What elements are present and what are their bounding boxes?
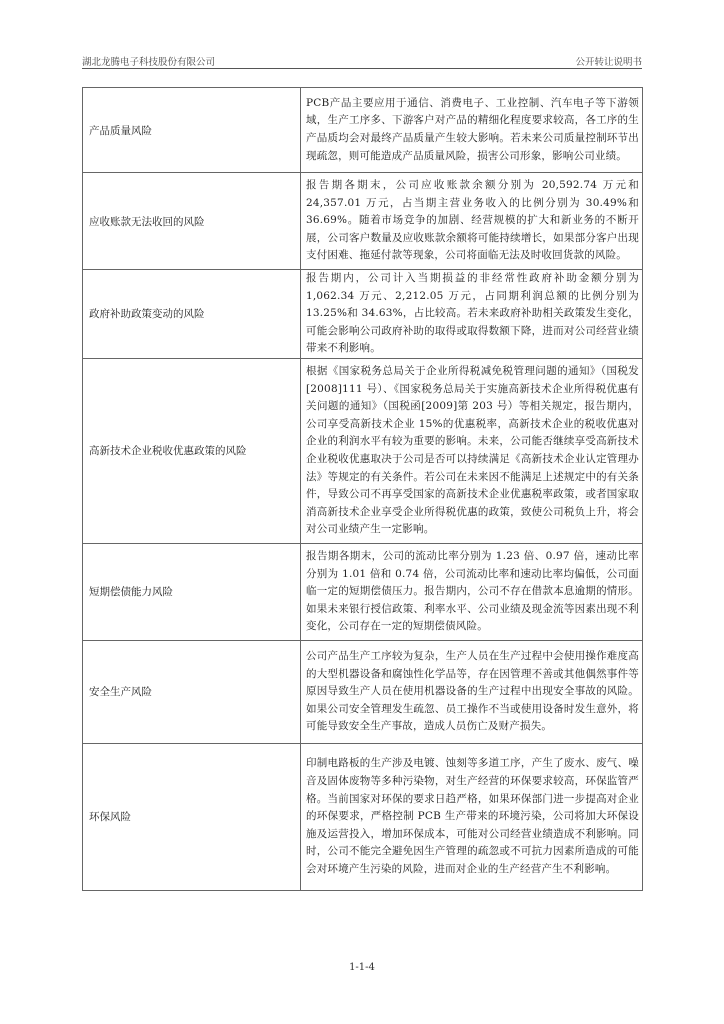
risk-name: 安全生产风险	[83, 640, 301, 743]
risk-description: 报告期各期末，公司的流动比率分别为 1.23 倍、0.97 倍，速动比率分别为 1.01 倍和 0.74 倍，公司流动比率和速动比率均偏低，公司面临一定的短期偿债压力。报告期内，公司不存在借款本息逾期的情形。如果未来银行授信政策、利率水平、公司业绩及现金流等因素出现不利变化，公司存在一定的短期偿债风险。	[301, 543, 643, 640]
risk-name: 应收账款无法收回的风险	[83, 173, 301, 270]
table-row	[83, 743, 643, 890]
table-row	[83, 640, 643, 743]
table-row	[83, 358, 643, 543]
table-row	[83, 270, 643, 359]
risk-name: 高新技术企业税收优惠政策的风险	[83, 358, 301, 543]
risk-description: 报告期各期末，公司应收账款余额分别为 20,592.74 万元和24,357.01 万元，占当期主营业务收入的比例分别为 30.49%和 36.69%。随着市场竞争的加剧、经营规模的扩大和新业务的不断开展，公司客户数量及应收账款余额将可能持续增长，如果部分客户出现支付困难、拖延付款等现象，公司将面临无法及时收回货款的风险。	[301, 173, 643, 270]
risk-description: 印制电路板的生产涉及电镀、蚀刻等多道工序，产生了废水、废气、噪音及固体废物等多种污染物，对生产经营的环保要求较高，环保监管严格。当前国家对环保的要求日趋严格，如果环保部门进一步提高对企业的环保要求，严格控制 PCB 生产带来的环境污染，公司将加大环保设施及运营投入，增加环保成本，可能对公司经营业绩造成不利影响。同时，公司不能完全避免因生产管理的疏忽或不可抗力因素所造成的可能会对环境产生污染的风险，进而对企业的生产经营产生不利影响。	[301, 743, 643, 890]
risk-name: 环保风险	[83, 743, 301, 890]
risk-description: 根据《国家税务总局关于企业所得税减免税管理问题的通知》（国税发[2008]111 号）、《国家税务总局关于实施高新技术企业所得税优惠有关问题的通知》（国税函[2009]第 203 号）等相关规定，报告期内，公司享受高新技术企业 15%的优惠税率，高新技术企业的税收优惠对企业的利润水平有较为重要的影响。未来，公司能否继续享受高新技术企业税收优惠取决于公司是否可以持续满足《高新技术企业认定管理办法》等规定的有关条件。若公司在未来因不能满足上述规定中的有关条件，导致公司不再享受国家的高新技术企业优惠税率政策，或者国家取消高新技术企业享受企业所得税优惠的政策，致使公司税负上升，将会对公司业绩产生一定影响。	[301, 358, 643, 543]
risk-description: 公司产品生产工序较为复杂，生产人员在生产过程中会使用操作难度高的大型机器设备和腐蚀性化学品等，存在因管理不善或其他偶然事件等原因导致生产人员在使用机器设备的生产过程中出现安全事故的风险。如果公司安全管理发生疏忽、员工操作不当或使用设备时发生意外，将可能导致安全生产事故，造成人员伤亡及财产损失。	[301, 640, 643, 743]
page-number: 1-1-4	[349, 962, 375, 973]
risk-description: 报告期内，公司计入当期损益的非经常性政府补助金额分别为 1,062.34 万元、2,212.05 万元，占同期利润总额的比例分别为 13.25%和 34.63%，占比较高。若未来政府补助相关政策发生变化，可能会影响公司政府补助的取得或取得数额下降，进而对公司经营业绩带来不利影响。	[301, 270, 643, 359]
risk-name: 产品质量风险	[83, 88, 301, 173]
risk-description: PCB产品主要应用于通信、消费电子、工业控制、汽车电子等下游领域，生产工序多、下游客户对产品的精细化程度要求较高，各工序的生产品质均会对最终产品质量产生较大影响。若未来公司质量控制环节出现疏忽，则可能造成产品质量风险，损害公司形象，影响公司业绩。	[301, 88, 643, 173]
company-name: 湖北龙腾电子科技股份有限公司	[82, 57, 216, 68]
risk-name: 短期偿债能力风险	[83, 543, 301, 640]
table-row	[83, 88, 643, 173]
page-header	[82, 54, 642, 68]
document-title: 公开转让说明书	[575, 57, 642, 68]
table-row	[83, 173, 643, 270]
risk-factors-table	[82, 87, 643, 891]
header-divider	[82, 68, 642, 69]
risk-name: 政府补助政策变动的风险	[83, 270, 301, 359]
table-row	[83, 543, 643, 640]
